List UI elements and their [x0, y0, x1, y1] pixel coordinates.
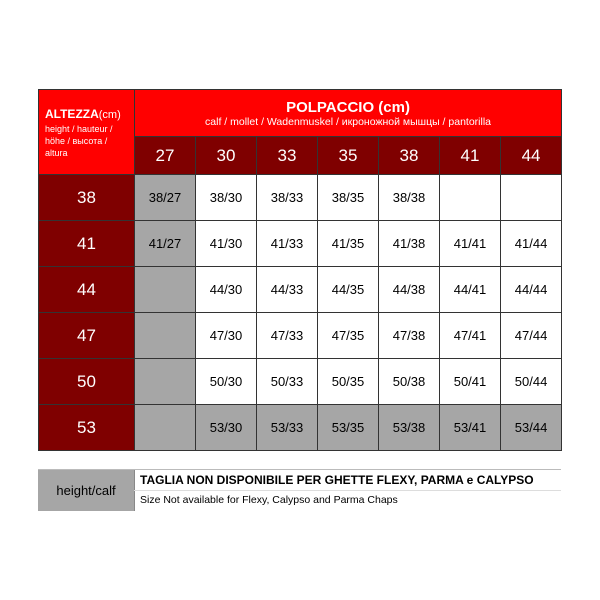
legend-unavailable-en: Size Not available for Flexy, Calypso and Parma Chaps	[140, 494, 398, 506]
size-cell: 50/30	[196, 359, 257, 405]
size-cell: 38/35	[318, 175, 379, 221]
altezza-unit: (cm)	[98, 109, 121, 121]
size-cell: 41/27	[135, 221, 196, 267]
table-row	[39, 267, 562, 313]
polpaccio-header	[135, 90, 562, 137]
size-cell: 44/44	[501, 267, 562, 313]
size-cell: 38/27	[135, 175, 196, 221]
size-cell	[440, 175, 501, 221]
size-cell: 41/30	[196, 221, 257, 267]
size-cell: 47/38	[379, 313, 440, 359]
polpaccio-subtitle: calf / mollet / Wadenmuskel / икроножной мышцы / pantorilla	[205, 115, 492, 128]
size-cell: 47/35	[318, 313, 379, 359]
calf-column-44: 44	[501, 137, 562, 175]
table-row	[39, 313, 562, 359]
legend-divider	[134, 490, 561, 491]
size-cell: 41/38	[379, 221, 440, 267]
size-cell: 53/38	[379, 405, 440, 451]
calf-column-27: 27	[135, 137, 196, 175]
altezza-sub-2: höhe / высота /	[45, 136, 108, 146]
size-cell: 44/41	[440, 267, 501, 313]
size-cell	[135, 359, 196, 405]
size-cell: 47/44	[501, 313, 562, 359]
size-cell: 53/33	[257, 405, 318, 451]
size-cell	[135, 267, 196, 313]
size-cell: 47/30	[196, 313, 257, 359]
calf-column-41: 41	[440, 137, 501, 175]
height-row-41: 41	[39, 221, 135, 267]
table-row	[39, 359, 562, 405]
size-cell: 41/33	[257, 221, 318, 267]
size-cell	[135, 313, 196, 359]
legend	[38, 469, 561, 511]
altezza-title	[45, 105, 134, 123]
height-row-44: 44	[39, 267, 135, 313]
size-cell: 53/41	[440, 405, 501, 451]
size-cell: 38/33	[257, 175, 318, 221]
size-cell: 44/30	[196, 267, 257, 313]
size-cell: 38/38	[379, 175, 440, 221]
size-cell: 50/38	[379, 359, 440, 405]
legend-grey-swatch: height/calf	[38, 470, 135, 511]
height-row-38: 38	[39, 175, 135, 221]
size-cell: 41/41	[440, 221, 501, 267]
altezza-label: ALTEZZA	[45, 107, 99, 121]
size-cell: 44/33	[257, 267, 318, 313]
table-row	[39, 405, 562, 451]
size-cell: 44/38	[379, 267, 440, 313]
height-row-53: 53	[39, 405, 135, 451]
size-cell: 44/35	[318, 267, 379, 313]
legend-unavailable-it: TAGLIA NON DISPONIBILE PER GHETTE FLEXY, PARMA e CALYPSO	[140, 473, 534, 487]
size-cell: 47/41	[440, 313, 501, 359]
size-cell: 53/44	[501, 405, 562, 451]
size-chart-table	[38, 89, 562, 451]
height-row-47: 47	[39, 313, 135, 359]
table-row	[39, 175, 562, 221]
size-cell: 38/30	[196, 175, 257, 221]
size-cell: 53/35	[318, 405, 379, 451]
size-cell	[135, 405, 196, 451]
altezza-sub-1: height / hauteur /	[45, 124, 113, 134]
size-cell: 50/41	[440, 359, 501, 405]
altezza-header	[39, 90, 135, 175]
size-cell	[501, 175, 562, 221]
size-cell: 53/30	[196, 405, 257, 451]
size-cell: 50/33	[257, 359, 318, 405]
size-cell: 47/33	[257, 313, 318, 359]
calf-column-30: 30	[196, 137, 257, 175]
altezza-sub-3: altura	[45, 148, 68, 158]
size-cell: 50/44	[501, 359, 562, 405]
height-row-50: 50	[39, 359, 135, 405]
calf-column-38: 38	[379, 137, 440, 175]
calf-column-33: 33	[257, 137, 318, 175]
calf-column-35: 35	[318, 137, 379, 175]
size-cell: 41/44	[501, 221, 562, 267]
size-cell: 50/35	[318, 359, 379, 405]
table-row	[39, 221, 562, 267]
polpaccio-title: POLPACCIO (cm)	[286, 98, 410, 116]
size-cell: 41/35	[318, 221, 379, 267]
